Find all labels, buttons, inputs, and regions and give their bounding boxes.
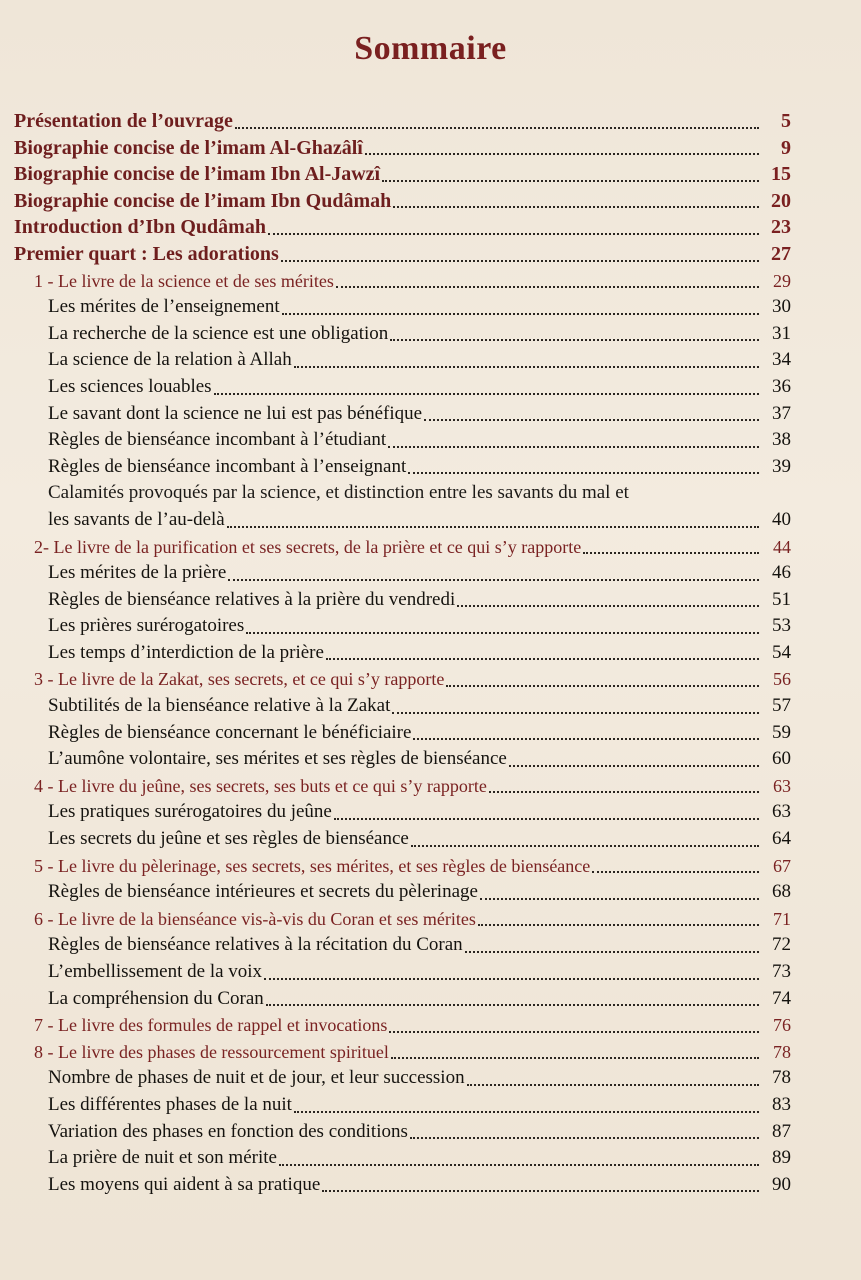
toc-entry-label: L’aumône volontaire, ses mérites et ses règles de bienséance [48, 748, 507, 770]
toc-entry-label: La prière de nuit et son mérite [48, 1147, 277, 1169]
page-title: Sommaire [354, 30, 507, 67]
toc-entry-label: Subtilités de la bienséance relative à la Zakat [48, 695, 391, 717]
toc-entry-label: Les pratiques surérogatoires du jeûne [48, 801, 332, 823]
toc-chapter-entry[interactable] [14, 906, 791, 933]
dot-leader [334, 818, 759, 820]
toc-entry-label: 8 - Le livre des phases de ressourcement spirituel [34, 1041, 389, 1062]
table-of-contents [14, 108, 791, 1198]
toc-subentry[interactable] [14, 1145, 791, 1172]
toc-subentry[interactable] [14, 720, 791, 747]
toc-page-number: 40 [772, 508, 791, 530]
dot-leader [336, 286, 759, 288]
toc-subentry[interactable] [14, 826, 791, 853]
toc-entry-label: 4 - Le livre du jeûne, ses secrets, ses buts et ce qui s’y rapporte [34, 775, 487, 796]
toc-page-number: 78 [773, 1041, 791, 1062]
toc-page-number: 51 [772, 588, 791, 610]
toc-page-number: 60 [772, 748, 791, 770]
dot-leader [408, 472, 759, 474]
toc-subentry[interactable] [14, 613, 791, 640]
toc-page-number: 37 [772, 402, 791, 424]
toc-subentry[interactable] [14, 587, 791, 614]
dot-leader [391, 1057, 759, 1059]
toc-entry-label: Les moyens qui aident à sa pratique [48, 1173, 321, 1195]
toc-entry-label: Les prières surérogatoires [48, 615, 245, 637]
toc-section-entry[interactable] [14, 161, 791, 188]
toc-entry-label: 6 - Le livre de la bienséance vis-à-vis du Coran et ses mérites [34, 908, 476, 929]
dot-leader [382, 180, 759, 182]
dot-leader [365, 153, 759, 155]
toc-page-number: 31 [772, 322, 791, 344]
dot-leader [592, 871, 759, 873]
dot-leader [322, 1190, 759, 1192]
dot-leader [457, 605, 759, 607]
toc-page-number: 89 [772, 1147, 791, 1169]
toc-page-number: 46 [772, 562, 791, 584]
toc-entry-label: La recherche de la science est une obligation [48, 322, 389, 344]
toc-entry-label: Biographie concise de l’imam Ibn Qudâmah [14, 189, 392, 212]
toc-page-number: 34 [772, 349, 791, 371]
toc-page-number: 78 [772, 1067, 791, 1089]
dot-leader [410, 1137, 759, 1139]
toc-entry-label: Biographie concise de l’imam Ibn Al-Jawzî [14, 163, 381, 186]
dot-leader [480, 898, 759, 900]
toc-section-entry[interactable] [14, 135, 791, 162]
toc-section-entry[interactable] [14, 241, 791, 268]
toc-subentry[interactable] [14, 799, 791, 826]
dot-leader [465, 951, 759, 953]
toc-subentry[interactable] [14, 321, 791, 348]
dot-leader [390, 339, 759, 341]
dot-leader [214, 393, 759, 395]
dot-leader [413, 738, 759, 740]
toc-subentry[interactable] [14, 1172, 791, 1199]
toc-entry-label: Les secrets du jeûne et ses règles de bienséance [48, 828, 409, 850]
toc-page-number: 71 [773, 908, 791, 929]
toc-subentry[interactable] [14, 374, 791, 401]
toc-section-entry[interactable] [14, 214, 791, 241]
toc-entry-label: Règles de bienséance concernant le bénéficiaire [48, 721, 412, 743]
toc-page-number: 30 [772, 296, 791, 318]
toc-page-number: 38 [772, 429, 791, 451]
dot-leader [393, 206, 759, 208]
toc-entry-label: Présentation de l’ouvrage [14, 110, 233, 132]
dot-leader [279, 1164, 759, 1166]
toc-page-number: 73 [772, 961, 791, 982]
toc-page-number: 39 [772, 455, 791, 477]
toc-subentry[interactable] [14, 507, 791, 534]
toc-chapter-entry[interactable] [14, 666, 791, 693]
toc-entry-label: Variation des phases en fonction des conditions [48, 1120, 408, 1142]
toc-subentry[interactable] [14, 959, 791, 986]
toc-page-number: 27 [771, 242, 791, 265]
toc-subentry[interactable] [14, 454, 791, 481]
dot-leader [326, 658, 759, 660]
toc-entry-label: 1 - Le livre de la science et de ses mérites [34, 270, 334, 291]
toc-entry-label: Les sciences louables [48, 375, 212, 397]
toc-entry-label: Règles de bienséance incombant à l’enseignant [48, 455, 407, 477]
toc-entry-label: 5 - Le livre du pèlerinage, ses secrets, ses mérites, et ses règles de bienséance [34, 855, 591, 876]
dot-leader [478, 924, 759, 926]
toc-page-number: 67 [773, 855, 791, 876]
toc-subentry[interactable] [14, 986, 791, 1013]
toc-page-number: 44 [773, 536, 791, 557]
toc-page-number: 5 [781, 110, 791, 132]
dot-leader [446, 685, 759, 687]
toc-page-number: 76 [773, 1015, 791, 1036]
toc-page-number: 63 [773, 775, 791, 796]
dot-leader [294, 366, 759, 368]
toc-entry-label: Les temps d’interdiction de la prière [48, 641, 324, 663]
toc-page-number: 74 [772, 987, 791, 1009]
toc-subentry[interactable] [14, 294, 791, 321]
dot-leader [266, 1004, 759, 1006]
toc-page-number: 90 [772, 1173, 791, 1195]
toc-subentry[interactable] [14, 1119, 791, 1146]
toc-chapter-entry[interactable] [14, 1039, 791, 1066]
toc-page-number: 59 [772, 721, 791, 743]
toc-section-entry[interactable] [14, 108, 791, 135]
toc-page-number: 20 [771, 189, 791, 212]
toc-page-number: 36 [772, 375, 791, 397]
toc-chapter-entry[interactable] [14, 268, 791, 295]
toc-subentry[interactable] [14, 932, 791, 959]
toc-entry-label: Règles de bienséance incombant à l’étudiant [48, 429, 387, 451]
toc-page-number: 54 [772, 641, 791, 663]
dot-leader [583, 552, 759, 554]
toc-page-number: 63 [772, 801, 791, 823]
dot-leader [227, 526, 759, 528]
toc-entry-label: Règles de bienséance relatives à la prière du vendredi [48, 588, 456, 610]
toc-entry-label: Le savant dont la science ne lui est pas bénéfique [48, 402, 423, 424]
toc-subentry[interactable] [14, 693, 791, 720]
toc-entry-label: 3 - Le livre de la Zakat, ses secrets, et ce qui s’y rapporte [34, 669, 445, 690]
toc-page-number: 23 [771, 216, 791, 239]
dot-leader [264, 978, 759, 980]
toc-page-number: 57 [772, 695, 791, 717]
toc-entry-label: L’embellissement de la voix [48, 961, 263, 982]
toc-page-number: 53 [772, 615, 791, 637]
toc-entry-label: La compréhension du Coran [48, 987, 264, 1009]
toc-subentry[interactable] [14, 560, 791, 587]
toc-entry-label: Premier quart : Les adorations [14, 242, 279, 265]
toc-chapter-entry[interactable] [14, 773, 791, 800]
toc-subentry[interactable] [14, 879, 791, 906]
dot-leader [489, 791, 759, 793]
toc-entry-label: Introduction d’Ibn Qudâmah [14, 216, 266, 239]
toc-page-number: 68 [772, 881, 791, 903]
toc-subentry[interactable] [14, 347, 791, 374]
dot-leader [467, 1084, 759, 1086]
toc-entry-label: Nombre de phases de nuit et de jour, et leur succession [48, 1067, 465, 1089]
toc-page-number: 15 [771, 163, 791, 186]
toc-page-number: 29 [773, 270, 791, 291]
dot-leader [411, 845, 759, 847]
dot-leader [268, 233, 759, 235]
toc-subentry[interactable] [14, 427, 791, 454]
toc-page-number: 56 [773, 669, 791, 690]
toc-chapter-entry[interactable] [14, 534, 791, 561]
dot-leader [246, 632, 759, 634]
toc-entry-first-line: Calamités provoqués par la science, et distinction entre les savants du mal et [48, 482, 629, 504]
toc-chapter-entry[interactable] [14, 853, 791, 880]
toc-chapter-entry[interactable] [14, 1012, 791, 1039]
toc-page-number: 83 [772, 1093, 791, 1115]
toc-entry-label: Règles de bienséance relatives à la récitation du Coran [48, 934, 463, 956]
dot-leader [281, 260, 759, 262]
toc-entry-label: 7 - Le livre des formules de rappel et invocations [34, 1015, 388, 1036]
toc-subentry[interactable] [14, 1092, 791, 1119]
toc-page-number: 87 [772, 1120, 791, 1142]
toc-entry-label: Les mérites de la prière [48, 562, 227, 584]
dot-leader [282, 313, 759, 315]
dot-leader [392, 712, 759, 714]
toc-subentry[interactable] [14, 1065, 791, 1092]
dot-leader [509, 765, 759, 767]
toc-page-number: 64 [772, 828, 791, 850]
dot-leader [388, 446, 759, 448]
toc-entry-label: les savants de l’au-delà [48, 508, 225, 530]
toc-entry-label: Les différentes phases de la nuit [48, 1093, 292, 1115]
toc-page-number: 9 [781, 136, 791, 159]
dot-leader [294, 1111, 759, 1113]
toc-subentry[interactable] [14, 746, 791, 773]
dot-leader [228, 579, 759, 581]
dot-leader [235, 127, 759, 129]
toc-entry-label: 2- Le livre de la purification et ses secrets, de la prière et ce qui s’y rapporte [34, 536, 582, 557]
toc-subentry[interactable] [14, 640, 791, 667]
toc-entry-label: Les mérites de l’enseignement [48, 296, 280, 318]
toc-subentry[interactable] [14, 401, 791, 428]
dot-leader [424, 419, 759, 421]
toc-entry-label: Règles de bienséance intérieures et secrets du pèlerinage [48, 881, 478, 903]
toc-page-number: 72 [772, 934, 791, 956]
toc-section-entry[interactable] [14, 188, 791, 215]
dot-leader [389, 1031, 759, 1033]
toc-entry-label: Biographie concise de l’imam Al-Ghazâlî [14, 136, 363, 159]
toc-entry-label: La science de la relation à Allah [48, 349, 292, 371]
